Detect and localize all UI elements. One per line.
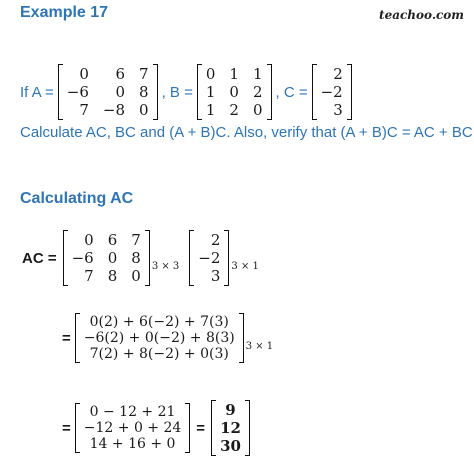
matrix-c xyxy=(312,64,352,120)
matrix-cell: −12 + 0 + 24 xyxy=(83,420,182,436)
matrix-cell: −8 xyxy=(102,101,126,119)
matrix-cell: −6 xyxy=(71,249,94,267)
matrix-cell: 1 xyxy=(229,65,239,83)
calculating-heading: Calculating AC xyxy=(20,190,134,207)
question-line xyxy=(20,64,352,120)
ac-label: AC = xyxy=(22,249,57,267)
matrix-cell: 3 xyxy=(333,101,343,119)
step2-order: 3 × 1 xyxy=(245,340,274,352)
matrix-cell: 6 xyxy=(107,231,118,249)
matrix-cell: 6 xyxy=(115,65,126,83)
step1-matrix-a xyxy=(63,230,150,286)
matrix-cell: 7(2) + 8(−2) + 0(3) xyxy=(89,346,229,362)
matrix-cell: 0 xyxy=(205,65,216,83)
example-heading: Example 17 xyxy=(20,4,109,21)
step2-equals: = xyxy=(62,329,71,347)
step1-c-order: 3 × 1 xyxy=(231,260,259,272)
matrix-cell: 0 xyxy=(139,101,149,119)
matrix-cell: −6 xyxy=(66,83,89,101)
step3-equals-2: = xyxy=(196,419,206,437)
step1-a-order: 3 × 3 xyxy=(151,260,180,272)
matrix-cell: 9 xyxy=(225,401,236,419)
matrix-cell: 2 xyxy=(229,101,239,119)
matrix-cell: −2 xyxy=(198,249,221,267)
matrix-cell: 0 xyxy=(229,83,239,101)
matrix-cell: 3 xyxy=(210,267,221,285)
if-label: If A = xyxy=(20,83,54,101)
matrix-cell: 1 xyxy=(205,83,216,101)
step1-row xyxy=(22,230,259,286)
c-label: , C = xyxy=(275,83,308,101)
matrix-cell: 0 xyxy=(115,83,126,101)
step2-matrix xyxy=(75,313,244,363)
matrix-cell: 12 xyxy=(220,419,241,437)
step1-matrix-c xyxy=(189,230,229,286)
b-label: , B = xyxy=(161,83,193,101)
matrix-cell: 0 xyxy=(79,65,89,83)
matrix-cell: −6(2) + 0(−2) + 8(3) xyxy=(83,330,235,346)
result-matrix xyxy=(211,400,250,456)
matrix-a xyxy=(58,64,158,120)
matrix-cell: 0 − 12 + 21 xyxy=(89,404,176,420)
matrix-cell: 7 xyxy=(131,231,141,249)
matrix-c-cells xyxy=(317,64,347,120)
matrix-cell: 8 xyxy=(139,83,149,101)
matrix-cell: 0 xyxy=(252,101,263,119)
step1-matrix-a-cells xyxy=(68,230,145,286)
matrix-b xyxy=(197,64,272,120)
matrix-cell: −2 xyxy=(320,83,343,101)
matrix-cell: 0(2) + 6(−2) + 7(3) xyxy=(89,314,229,330)
matrix-cell: 0 xyxy=(84,231,94,249)
step1-matrix-c-cells xyxy=(194,230,224,286)
step2-matrix-cells xyxy=(80,313,239,363)
step3-row xyxy=(62,400,250,456)
matrix-cell: 8 xyxy=(131,249,141,267)
step3-equals: = xyxy=(62,419,71,437)
result-matrix-cells xyxy=(216,400,245,456)
matrix-cell: 0 xyxy=(131,267,141,285)
brand-logo: teachoo.com xyxy=(379,8,464,22)
matrix-cell: 8 xyxy=(107,267,118,285)
matrix-cell: 1 xyxy=(252,65,263,83)
matrix-cell: 7 xyxy=(79,101,89,119)
matrix-cell: 0 xyxy=(107,249,118,267)
matrix-cell: 7 xyxy=(139,65,149,83)
matrix-b-cells xyxy=(202,64,267,120)
matrix-a-cells xyxy=(63,64,153,120)
step3-matrix xyxy=(75,403,191,453)
step2-row xyxy=(62,313,273,363)
matrix-cell: 2 xyxy=(333,65,343,83)
matrix-cell: 7 xyxy=(84,267,94,285)
matrix-cell: 14 + 16 + 0 xyxy=(89,436,176,452)
matrix-cell: 1 xyxy=(205,101,216,119)
matrix-cell: 2 xyxy=(252,83,263,101)
task-text: Calculate AC, BC and (A + B)C. Also, verify that (A + B)C = AC + BC xyxy=(20,124,473,141)
step3-matrix-cells xyxy=(80,403,186,453)
matrix-cell: 30 xyxy=(220,437,241,455)
matrix-cell: 2 xyxy=(210,231,221,249)
